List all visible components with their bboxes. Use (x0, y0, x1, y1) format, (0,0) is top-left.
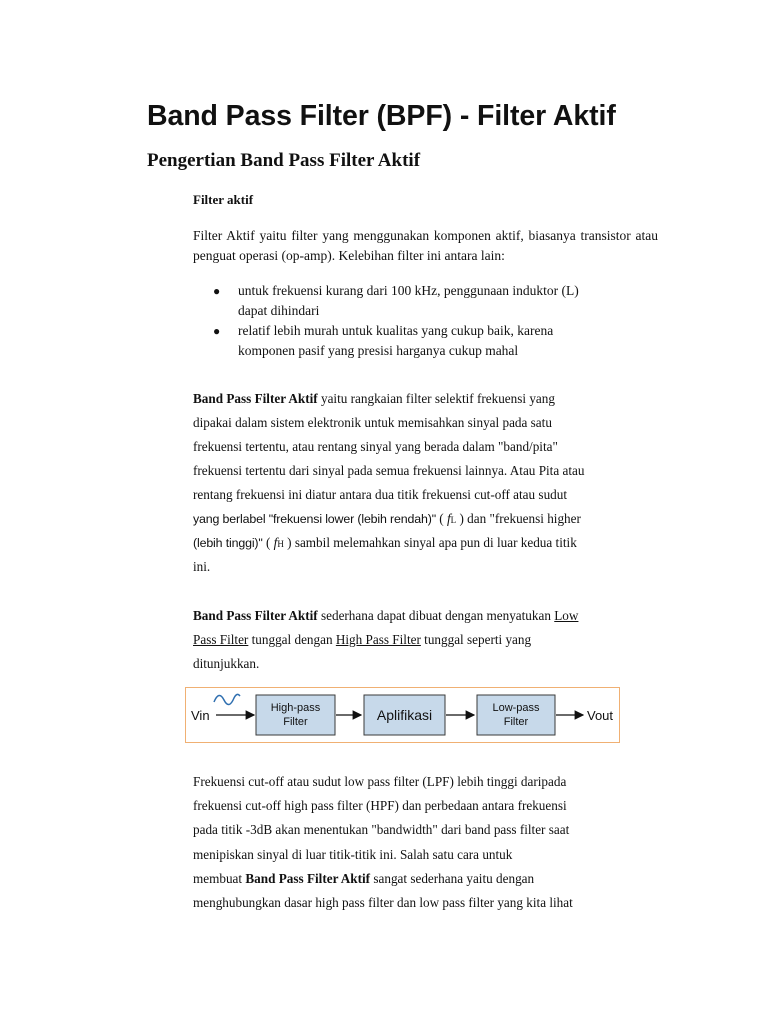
text-line (193, 871, 534, 887)
low-pass-filter-link[interactable]: Low (554, 608, 579, 623)
text-span: membuat (193, 871, 246, 886)
text-line (193, 535, 577, 551)
text-line (193, 391, 555, 407)
high-pass-filter-link[interactable]: High Pass Filter (335, 632, 421, 647)
text-line: rentang frekuensi ini diatur antara dua titik frekuensi cut-off atau sudut (193, 487, 568, 502)
section-heading: Filter aktif (193, 192, 254, 207)
high-pass-filter-block (256, 695, 335, 735)
amplifier-label: Aplifikasi (376, 707, 433, 723)
bullet-item (238, 281, 658, 321)
text-span: tunggal dengan (248, 632, 336, 647)
text-line (193, 608, 578, 624)
low-pass-label: Low-pass (492, 702, 540, 714)
vout-label: Vout (587, 708, 614, 723)
text-line: ditunjukkan. (193, 656, 260, 671)
bullet-marker: ● (213, 284, 221, 298)
bold-term: Band Pass Filter Aktif (245, 871, 371, 886)
text-span: yaitu rangkaian filter selektif frekuensi yang (317, 391, 555, 406)
text-span: (lebih tinggi)" (193, 536, 263, 550)
bold-term: Band Pass Filter Aktif (193, 391, 318, 406)
text-line: ini. (193, 559, 211, 574)
bullet-line: komponen pasif yang presisi harganya cukup mahal (238, 343, 519, 358)
text-line: frekuensi tertentu dari sinyal pada semua frekuensi lainnya. Atau Pita atau (193, 463, 585, 478)
bullet-line: dapat dihindari (238, 303, 320, 318)
text-span: ) dan "frekuensi higher (456, 511, 581, 526)
vin-label: Vin (191, 708, 210, 723)
high-pass-label: High-pass (270, 702, 321, 714)
text-span: tunggal seperti yang (420, 632, 532, 647)
text-span: ( (262, 535, 274, 550)
math-f: f (446, 511, 451, 526)
text-line: Frekuensi cut-off atau sudut low pass filter (LPF) lebih tinggi daripada (193, 774, 567, 789)
math-subscript: H (277, 539, 284, 549)
block-diagram-svg (186, 688, 619, 742)
text-line: menghubungkan dasar high pass filter dan low pass filter yang kita lihat (193, 895, 573, 910)
math-f: f (273, 535, 278, 550)
text-span: sangat sederhana yaitu dengan (370, 871, 535, 886)
text-line (193, 511, 581, 527)
text-span: ) sambil melemahkan sinyal apa pun di luar kedua titik (283, 535, 577, 550)
bullet-line: untuk frekuensi kurang dari 100 kHz, penggunaan induktor (L) (238, 283, 579, 298)
bullet-item (238, 321, 658, 361)
text-line: frekuensi cut-off high pass filter (HPF) dan perbedaan antara frekuensi (193, 798, 567, 813)
filter-label: Filter (283, 716, 308, 728)
page-title: Band Pass Filter (BPF) - Filter Aktif (147, 100, 616, 132)
text-line: frekuensi tertentu, atau rentang sinyal yang berada dalam "band/pita" (193, 439, 558, 454)
low-pass-filter-block (477, 695, 555, 735)
math-subscript: L (450, 515, 457, 525)
bold-term: Band Pass Filter Aktif (193, 608, 318, 623)
text-line (193, 632, 531, 648)
text-line: pada titik -3dB akan menentukan "bandwidth" dari band pass filter saat (193, 822, 570, 837)
low-pass-filter-link[interactable]: Pass Filter (193, 632, 249, 647)
filter-label: Filter (503, 716, 529, 728)
block-diagram (185, 687, 620, 743)
section-title: Pengertian Band Pass Filter Aktif (147, 150, 421, 171)
text-line: dipakai dalam sistem elektronik untuk memisahkan sinyal pada satu (193, 415, 552, 430)
text-span: yang berlabel "frekuensi lower (lebih rendah)" (193, 512, 436, 526)
sine-wave-icon (214, 694, 240, 704)
intro-paragraph: Filter Aktif yaitu filter yang menggunakan komponen aktif, biasanya transistor atau penguat operasi (op-amp). Kelebihan filter ini antara lain: (193, 228, 658, 263)
text-span: sederhana dapat dibuat dengan menyatukan (317, 608, 555, 623)
bullet-marker: ● (213, 324, 221, 338)
bullet-line: relatif lebih murah untuk kualitas yang cukup baik, karena (238, 323, 554, 338)
text-line: menipiskan sinyal di luar titik-titik ini. Salah satu cara untuk (193, 847, 513, 862)
text-span: ( (435, 511, 447, 526)
